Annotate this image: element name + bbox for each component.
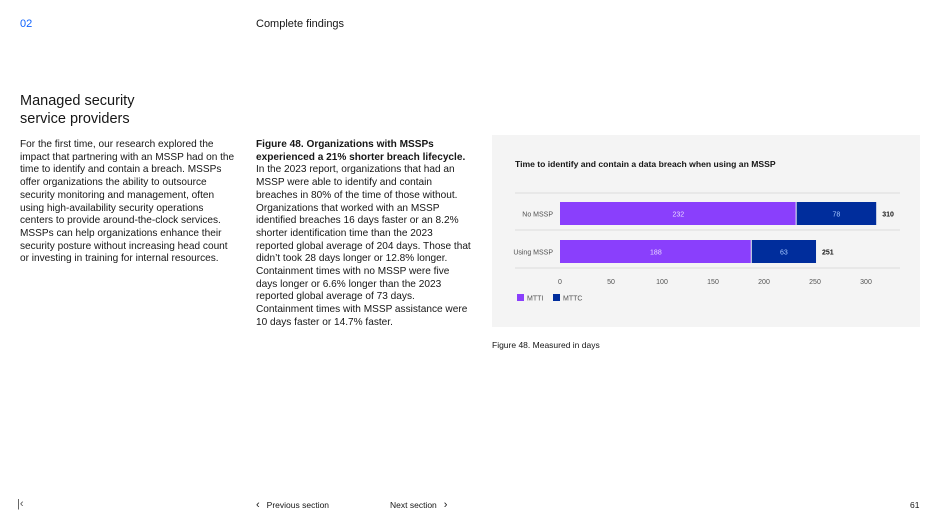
previous-section-label: Previous section [266,500,330,510]
x-tick-label: 100 [656,279,668,286]
legend-label-mttc: MTTC [563,295,583,303]
bar-value-label: 232 [672,211,685,219]
next-section-link[interactable] [390,500,447,510]
chevron-right-icon: › [443,499,448,511]
page-heading [20,92,220,128]
bar-total-label: 310 [882,211,894,219]
figure-description [256,139,471,330]
x-tick-label: 200 [758,279,770,286]
heading-line-2: service providers [20,111,130,127]
bar-value-label: 63 [779,249,788,257]
chevron-left-icon: ‹ [256,499,260,511]
bar-total-label: 251 [822,249,834,257]
section-number: 02 [20,18,33,30]
bar-value-label: 78 [832,211,841,219]
next-section-label: Next section [390,500,437,510]
bar-chart [492,135,920,327]
figure-body: In the 2023 report, organizations that had an MSSP were able to identify and contain breaches in 80% of the time of those without. Organizations that worked with an MSSP identified breaches 16 days faster or an 8.2% shorter identification time than the 2023 reported global average of 204 days. Those that didn’t took 28 days longer or 12.8% longer. Containment times with no MSSP were five days longer or 6.6% longer than the 2023 reported global average of 73 days. Containment times with MSSP assistance were 10 days faster or 14.7% faster. [256,164,471,328]
x-tick-label: 250 [809,279,821,286]
x-tick-label: 300 [860,279,872,286]
category-label: Using MSSP [513,249,553,257]
first-page-icon: |‹ [17,498,24,510]
figure-title: Figure 48. Organizations with MSSPs experienced a 21% shorter breach lifecycle. [256,139,466,163]
intro-paragraph: For the first time, our research explored the impact that partnering with an MSSP had on the time to identify and contain a breach. MSSPs offer organizations the ability to outsource security monitoring and management, often using high-availability security operations centers to provide around-the-clock services. MSSPs can help organizations enhance their security posture without increasing head count or investing in training for internal resources. [20,139,235,265]
x-tick-label: 150 [707,279,719,286]
x-tick-label: 50 [607,279,615,286]
legend-swatch-mttc [553,294,560,301]
chart-title: Time to identify and contain a data breach when using an MSSP [515,159,776,169]
legend-swatch-mtti [517,294,524,301]
legend-label-mtti: MTTI [527,295,544,303]
x-tick-label: 0 [558,279,562,286]
section-title: Complete findings [256,18,345,30]
previous-section-link[interactable] [256,500,329,510]
first-page-button[interactable] [17,498,24,510]
chart-panel [492,135,920,327]
page-number: 61 [910,500,920,510]
figure-caption: Figure 48. Measured in days [492,340,600,350]
heading-line-1: Managed security [20,93,135,109]
category-label: No MSSP [522,211,553,219]
bar-value-label: 188 [650,249,662,257]
